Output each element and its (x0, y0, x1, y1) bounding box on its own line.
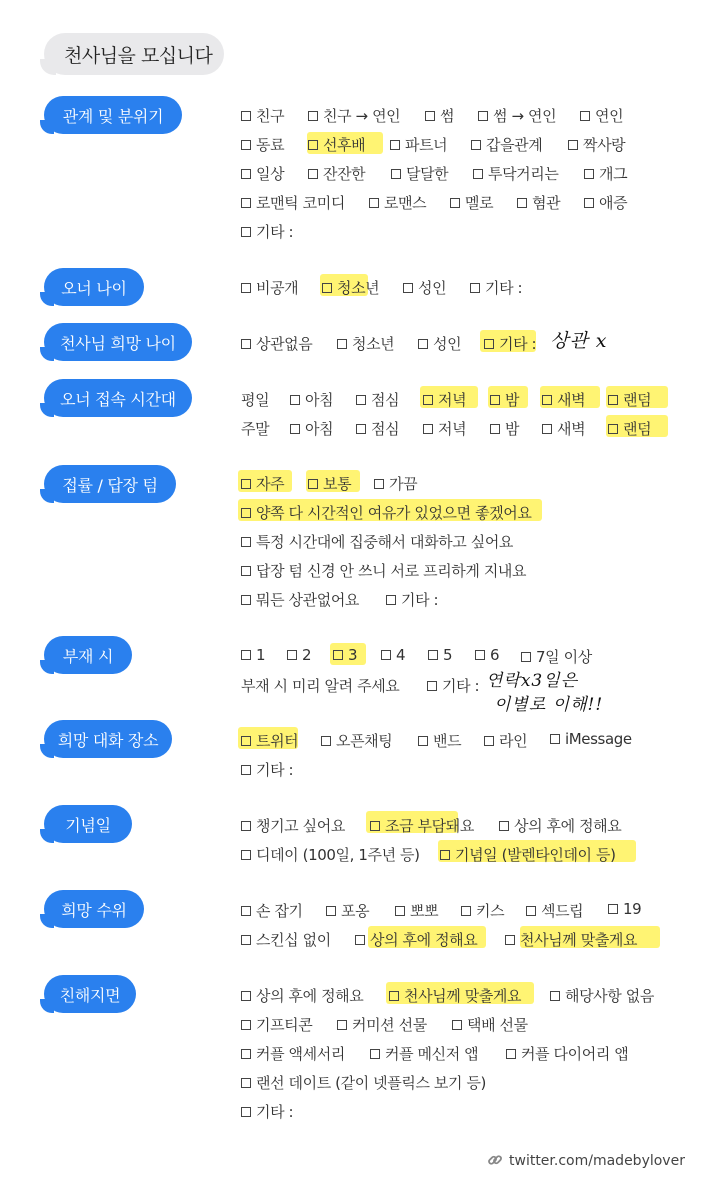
option-label: 기타 : (442, 677, 480, 695)
option-label: 친구 (256, 107, 285, 125)
option-label: 점심 (371, 420, 400, 438)
option-checkbox[interactable] (521, 646, 592, 667)
checkbox-icon[interactable] (584, 169, 594, 179)
section-label: 관계 및 분위기 (62, 106, 164, 126)
checkbox-icon[interactable] (580, 111, 590, 121)
option-label: 청소년 (337, 279, 380, 297)
option-checkbox[interactable] (333, 646, 357, 664)
option-label: 뭐든 상관없어요 (256, 591, 359, 609)
checkbox-icon[interactable] (542, 424, 552, 434)
option-label: 일상 (256, 165, 285, 183)
section-absence (44, 636, 132, 674)
section-owner-time (44, 379, 192, 417)
option-label: 달달한 (406, 165, 449, 183)
option-label: 19 (623, 900, 642, 918)
checkbox-icon[interactable] (391, 169, 401, 179)
checkbox-icon[interactable] (337, 339, 347, 349)
option-checkbox[interactable] (337, 1014, 427, 1035)
option-checkbox[interactable] (584, 163, 627, 184)
checkbox-icon[interactable] (241, 508, 251, 518)
option-checkbox[interactable] (337, 333, 394, 354)
checkbox-icon[interactable] (475, 650, 485, 660)
section-label: 천사님 희망 나이 (60, 333, 176, 353)
footer-credit[interactable] (487, 1152, 685, 1172)
checkbox-icon[interactable] (490, 395, 500, 405)
checkbox-icon[interactable] (374, 479, 384, 489)
handwritten-note: 이별로 이해!! (494, 695, 604, 715)
option-checkbox[interactable] (608, 900, 641, 918)
option-label: 5 (443, 646, 453, 664)
title-bubble (44, 33, 224, 75)
option-label: 기타 : (485, 279, 523, 297)
checkbox-icon[interactable] (356, 424, 366, 434)
checkbox-icon[interactable] (381, 650, 391, 660)
option-label: 청소년 (352, 335, 395, 353)
section-label: 희망 수위 (61, 900, 127, 920)
option-label: 택배 선물 (467, 1016, 528, 1034)
checkbox-icon[interactable] (241, 736, 251, 746)
option-label: 썸 (440, 107, 455, 125)
option-label: 상관없음 (256, 335, 313, 353)
option-checkbox[interactable] (241, 221, 293, 242)
checkbox-icon[interactable] (608, 424, 618, 434)
option-label: 포옹 (341, 902, 370, 920)
checkbox-icon[interactable] (241, 339, 251, 349)
checkbox-icon[interactable] (370, 1049, 380, 1059)
checkbox-icon[interactable] (526, 906, 536, 916)
option-label: 커플 다이어리 앱 (521, 1045, 629, 1063)
option-label: 점심 (371, 391, 400, 409)
option-checkbox[interactable] (326, 900, 369, 921)
section-label: 접률 / 답장 텀 (62, 475, 158, 495)
section-reply (44, 465, 176, 503)
option-checkbox[interactable] (308, 105, 400, 126)
option-label: 오픈채팅 (336, 732, 393, 750)
checkbox-icon[interactable] (423, 424, 433, 434)
option-checkbox[interactable] (241, 502, 531, 523)
option-label: 잔잔한 (323, 165, 366, 183)
option-label: 섹드립 (541, 902, 584, 920)
checkbox-icon[interactable] (403, 283, 413, 293)
option-label: 밴드 (433, 732, 462, 750)
option-checkbox[interactable] (391, 163, 448, 184)
option-checkbox[interactable] (542, 389, 585, 410)
option-checkbox[interactable] (241, 105, 284, 126)
checkbox-icon[interactable] (418, 736, 428, 746)
checkbox-icon[interactable] (356, 395, 366, 405)
option-label: 기타 : (499, 335, 537, 353)
option-label: 비공개 (256, 279, 299, 297)
option-checkbox[interactable] (608, 389, 651, 410)
checkbox-icon[interactable] (326, 906, 336, 916)
checkbox-icon[interactable] (478, 111, 488, 121)
option-label: 6 (490, 646, 500, 664)
checkbox-icon[interactable] (308, 140, 318, 150)
footer-link-text[interactable]: twitter.com/madebylover (509, 1153, 685, 1169)
option-label: 해당사항 없음 (565, 987, 654, 1005)
option-label: 썸 → 연인 (493, 107, 557, 125)
checkbox-icon[interactable] (241, 1020, 251, 1030)
option-checkbox[interactable] (241, 531, 513, 552)
option-label: 양쪽 다 시간적인 여유가 있었으면 좋겠어요 (256, 504, 532, 522)
option-label: 개그 (599, 165, 628, 183)
checkbox-icon[interactable] (308, 479, 318, 489)
option-label: 1 (256, 646, 266, 664)
option-label: 갑을관계 (486, 136, 543, 154)
option-checkbox[interactable] (321, 730, 392, 751)
option-label: 동료 (256, 136, 285, 154)
checkbox-icon[interactable] (322, 283, 332, 293)
option-checkbox[interactable] (461, 900, 504, 921)
checkbox-icon[interactable] (241, 595, 251, 605)
option-label: 천사님께 맞출게요 (520, 931, 638, 949)
option-checkbox[interactable] (370, 1043, 478, 1064)
option-label: 로맨틱 코미디 (256, 194, 345, 212)
checkbox-icon[interactable] (241, 850, 251, 860)
checkbox-icon[interactable] (471, 140, 481, 150)
checkbox-icon[interactable] (308, 111, 318, 121)
checkbox-icon[interactable] (418, 339, 428, 349)
option-checkbox[interactable] (370, 815, 474, 836)
weekend-label: 주말 (241, 420, 270, 438)
option-checkbox[interactable] (241, 333, 312, 354)
option-checkbox[interactable] (241, 646, 265, 664)
option-checkbox[interactable] (423, 389, 466, 410)
section-level (44, 890, 144, 928)
checkbox-icon[interactable] (337, 1020, 347, 1030)
option-checkbox[interactable] (580, 105, 623, 126)
checkbox-icon[interactable] (608, 904, 618, 914)
checkbox-icon[interactable] (241, 227, 251, 237)
option-label: 랜덤 (623, 391, 652, 409)
option-checkbox[interactable] (241, 163, 284, 184)
option-label: 답장 텀 신경 안 쓰니 서로 프리하게 지내요 (256, 562, 527, 580)
option-checkbox[interactable] (526, 900, 583, 921)
link-icon (487, 1152, 503, 1172)
option-label: 랜덤 (623, 420, 652, 438)
option-checkbox[interactable] (241, 985, 363, 1006)
checkbox-icon[interactable] (241, 821, 251, 831)
option-checkbox[interactable] (308, 473, 351, 494)
checkbox-icon[interactable] (550, 734, 560, 744)
option-label: 아침 (305, 420, 334, 438)
checkbox-icon[interactable] (584, 198, 594, 208)
option-checkbox[interactable] (241, 1043, 345, 1064)
checkbox-icon[interactable] (321, 736, 331, 746)
option-checkbox[interactable] (608, 418, 651, 439)
section-label: 오너 나이 (61, 278, 127, 298)
checkbox-icon[interactable] (308, 169, 318, 179)
option-checkbox[interactable] (381, 646, 405, 664)
option-checkbox[interactable] (355, 929, 477, 950)
section-label: 희망 대화 장소 (57, 730, 159, 750)
checkbox-icon[interactable] (470, 283, 480, 293)
option-label: iMessage (565, 730, 632, 748)
option-checkbox[interactable] (386, 589, 438, 610)
option-checkbox[interactable] (241, 589, 359, 610)
checkbox-icon[interactable] (369, 198, 379, 208)
option-label: 저녁 (438, 391, 467, 409)
option-label: 커플 액세서리 (256, 1045, 345, 1063)
option-checkbox[interactable] (418, 730, 461, 751)
option-checkbox[interactable] (241, 900, 303, 921)
option-checkbox[interactable] (499, 815, 621, 836)
option-label: 로맨스 (384, 194, 427, 212)
checkbox-icon[interactable] (287, 650, 297, 660)
checkbox-icon[interactable] (490, 424, 500, 434)
option-checkbox[interactable] (568, 134, 625, 155)
section-anniversary (44, 805, 132, 843)
option-label: 커미션 선물 (352, 1016, 427, 1034)
checkbox-icon[interactable] (484, 736, 494, 746)
checkbox-icon[interactable] (241, 1078, 251, 1088)
section-relationship (44, 96, 182, 134)
checkbox-icon[interactable] (389, 991, 399, 1001)
checkbox-icon[interactable] (241, 198, 251, 208)
option-label: 커플 메신저 앱 (385, 1045, 479, 1063)
checkbox-icon[interactable] (499, 821, 509, 831)
option-label: 혐관 (532, 194, 561, 212)
option-checkbox[interactable] (241, 1101, 293, 1122)
section-label: 친해지면 (59, 985, 121, 1005)
option-label: 상의 후에 정해요 (370, 931, 478, 949)
option-label: 트위터 (256, 732, 299, 750)
option-checkbox[interactable] (241, 134, 284, 155)
checkbox-icon[interactable] (517, 198, 527, 208)
option-label: 성인 (433, 335, 462, 353)
option-label: 파트너 (405, 136, 448, 154)
option-label: 기프티콘 (256, 1016, 313, 1034)
option-checkbox[interactable] (475, 646, 499, 664)
checkbox-icon[interactable] (241, 169, 251, 179)
page-title: 천사님을 모십니다 (64, 44, 213, 67)
option-checkbox[interactable] (425, 105, 454, 126)
option-checkbox[interactable] (490, 418, 519, 439)
checkbox-icon[interactable] (241, 1049, 251, 1059)
checkbox-icon[interactable] (395, 906, 405, 916)
option-label: 3 (348, 646, 358, 664)
handwritten-note: 상관 x (550, 330, 608, 352)
option-label: 랜선 데이트 (같이 넷플릭스 보기 등) (256, 1074, 487, 1092)
checkbox-icon[interactable] (484, 339, 494, 349)
option-checkbox[interactable] (308, 163, 365, 184)
option-label: 2 (302, 646, 312, 664)
option-checkbox[interactable] (471, 134, 542, 155)
option-checkbox[interactable] (241, 1072, 486, 1093)
option-checkbox[interactable] (356, 418, 399, 439)
option-checkbox[interactable] (241, 844, 420, 865)
option-checkbox[interactable] (241, 277, 298, 298)
option-label: 디데이 (100일, 1주년 등) (256, 846, 420, 864)
option-checkbox[interactable] (374, 473, 417, 494)
option-label: 기타 : (256, 761, 294, 779)
option-label: 라인 (499, 732, 528, 750)
option-checkbox[interactable] (452, 1014, 528, 1035)
option-checkbox[interactable] (308, 134, 365, 155)
option-label: 기타 : (401, 591, 439, 609)
option-checkbox[interactable] (470, 277, 522, 298)
option-label: 챙기고 싶어요 (256, 817, 345, 835)
checkbox-icon[interactable] (521, 652, 531, 662)
checkbox-icon[interactable] (241, 650, 251, 660)
checkbox-icon[interactable] (241, 283, 251, 293)
option-checkbox[interactable] (505, 929, 637, 950)
option-label: 성인 (418, 279, 447, 297)
option-checkbox[interactable] (473, 163, 558, 184)
checkbox-icon[interactable] (425, 111, 435, 121)
option-checkbox[interactable] (241, 473, 284, 494)
option-label: 7일 이상 (536, 648, 592, 666)
checkbox-icon[interactable] (473, 169, 483, 179)
option-label: 기념일 (발렌타인데이 등) (455, 846, 616, 864)
option-checkbox[interactable] (428, 646, 452, 664)
option-label: 상의 후에 정해요 (514, 817, 622, 835)
checkbox-icon[interactable] (550, 991, 560, 1001)
option-checkbox[interactable] (423, 418, 466, 439)
checkbox-icon[interactable] (241, 111, 251, 121)
option-label: 친구 → 연인 (323, 107, 401, 125)
checkbox-icon[interactable] (608, 395, 618, 405)
option-checkbox[interactable] (506, 1043, 628, 1064)
option-label: 특정 시간대에 집중해서 대화하고 싶어요 (256, 533, 514, 551)
option-checkbox[interactable] (542, 418, 585, 439)
option-checkbox[interactable] (241, 815, 345, 836)
section-label: 부재 시 (62, 646, 114, 666)
checkbox-icon[interactable] (423, 395, 433, 405)
option-label: 짝사랑 (583, 136, 626, 154)
option-checkbox[interactable] (356, 389, 399, 410)
option-checkbox[interactable] (241, 560, 526, 581)
option-label: 뽀뽀 (410, 902, 439, 920)
option-label: 멜로 (465, 194, 494, 212)
checkbox-icon[interactable] (241, 537, 251, 547)
absence-note: 부재 시 미리 알려 주세요 (241, 677, 400, 695)
checkbox-icon[interactable] (241, 906, 251, 916)
checkbox-icon[interactable] (568, 140, 578, 150)
option-label: 보통 (323, 475, 352, 493)
option-checkbox[interactable] (322, 277, 379, 298)
option-checkbox[interactable] (450, 192, 493, 213)
option-label: 새벽 (557, 391, 586, 409)
checkbox-icon[interactable] (450, 198, 460, 208)
option-checkbox[interactable] (290, 418, 333, 439)
checkbox-icon[interactable] (290, 424, 300, 434)
option-checkbox[interactable] (287, 646, 311, 664)
option-label: 가끔 (389, 475, 418, 493)
checkbox-icon[interactable] (506, 1049, 516, 1059)
checkbox-icon[interactable] (370, 821, 380, 831)
option-label: 연인 (595, 107, 624, 125)
option-label: 4 (396, 646, 406, 664)
option-label: 상의 후에 정해요 (256, 987, 364, 1005)
checkbox-icon[interactable] (241, 479, 251, 489)
checkbox-icon[interactable] (461, 906, 471, 916)
option-label: 기타 : (256, 1103, 294, 1121)
option-checkbox[interactable] (550, 985, 654, 1006)
option-checkbox[interactable] (484, 333, 536, 354)
section-owner-age (44, 268, 144, 306)
option-checkbox[interactable] (584, 192, 627, 213)
option-checkbox[interactable] (241, 192, 345, 213)
checkbox-icon[interactable] (440, 850, 450, 860)
option-checkbox[interactable] (490, 389, 519, 410)
checkbox-icon[interactable] (241, 140, 251, 150)
checkbox-icon[interactable] (428, 650, 438, 660)
option-label: 투닥거리는 (488, 165, 559, 183)
checkbox-icon[interactable] (542, 395, 552, 405)
option-checkbox[interactable] (290, 389, 333, 410)
option-checkbox[interactable] (241, 929, 331, 950)
option-label: 새벽 (557, 420, 586, 438)
section-label: 기념일 (65, 815, 111, 835)
option-label: 천사님께 맞출게요 (404, 987, 522, 1005)
option-label: 밤 (505, 420, 520, 438)
checkbox-icon[interactable] (333, 650, 343, 660)
option-label: 손 잡기 (256, 902, 303, 920)
option-checkbox[interactable] (478, 105, 556, 126)
option-checkbox[interactable] (241, 730, 298, 751)
option-checkbox[interactable] (241, 759, 293, 780)
checkbox-icon[interactable] (505, 935, 515, 945)
checkbox-icon[interactable] (452, 1020, 462, 1030)
option-label: 선후배 (323, 136, 366, 154)
checkbox-icon[interactable] (241, 566, 251, 576)
checkbox-icon[interactable] (241, 1107, 251, 1117)
option-checkbox[interactable] (418, 333, 461, 354)
checkbox-icon[interactable] (427, 681, 437, 691)
section-angel-age (44, 323, 192, 361)
section-place (44, 720, 172, 758)
weekday-label: 평일 (241, 391, 270, 409)
checkbox-icon[interactable] (386, 595, 396, 605)
checkbox-icon[interactable] (355, 935, 365, 945)
checkbox-icon[interactable] (290, 395, 300, 405)
option-checkbox[interactable] (369, 192, 426, 213)
handwritten-note: 연락x3일은 (486, 671, 579, 691)
option-label: 애증 (599, 194, 628, 212)
checkbox-icon[interactable] (390, 140, 400, 150)
option-checkbox[interactable] (241, 1014, 312, 1035)
section-label: 오너 접속 시간대 (60, 389, 176, 409)
option-label: 밤 (505, 391, 520, 409)
option-checkbox[interactable] (390, 134, 447, 155)
checkbox-icon[interactable] (241, 991, 251, 1001)
option-checkbox[interactable] (395, 900, 438, 921)
option-checkbox[interactable] (517, 192, 560, 213)
option-checkbox[interactable] (427, 675, 479, 696)
option-checkbox[interactable] (389, 985, 521, 1006)
option-checkbox[interactable] (403, 277, 446, 298)
option-label: 아침 (305, 391, 334, 409)
checkbox-icon[interactable] (241, 765, 251, 775)
option-label: 키스 (476, 902, 505, 920)
option-checkbox[interactable] (440, 844, 616, 865)
option-label: 자주 (256, 475, 285, 493)
option-checkbox[interactable] (484, 730, 527, 751)
option-label: 저녁 (438, 420, 467, 438)
option-label: 조금 부담돼요 (385, 817, 474, 835)
checkbox-icon[interactable] (241, 935, 251, 945)
option-label: 기타 : (256, 223, 294, 241)
option-label: 스킨십 없이 (256, 931, 331, 949)
option-checkbox[interactable] (550, 730, 632, 748)
section-close (44, 975, 136, 1013)
